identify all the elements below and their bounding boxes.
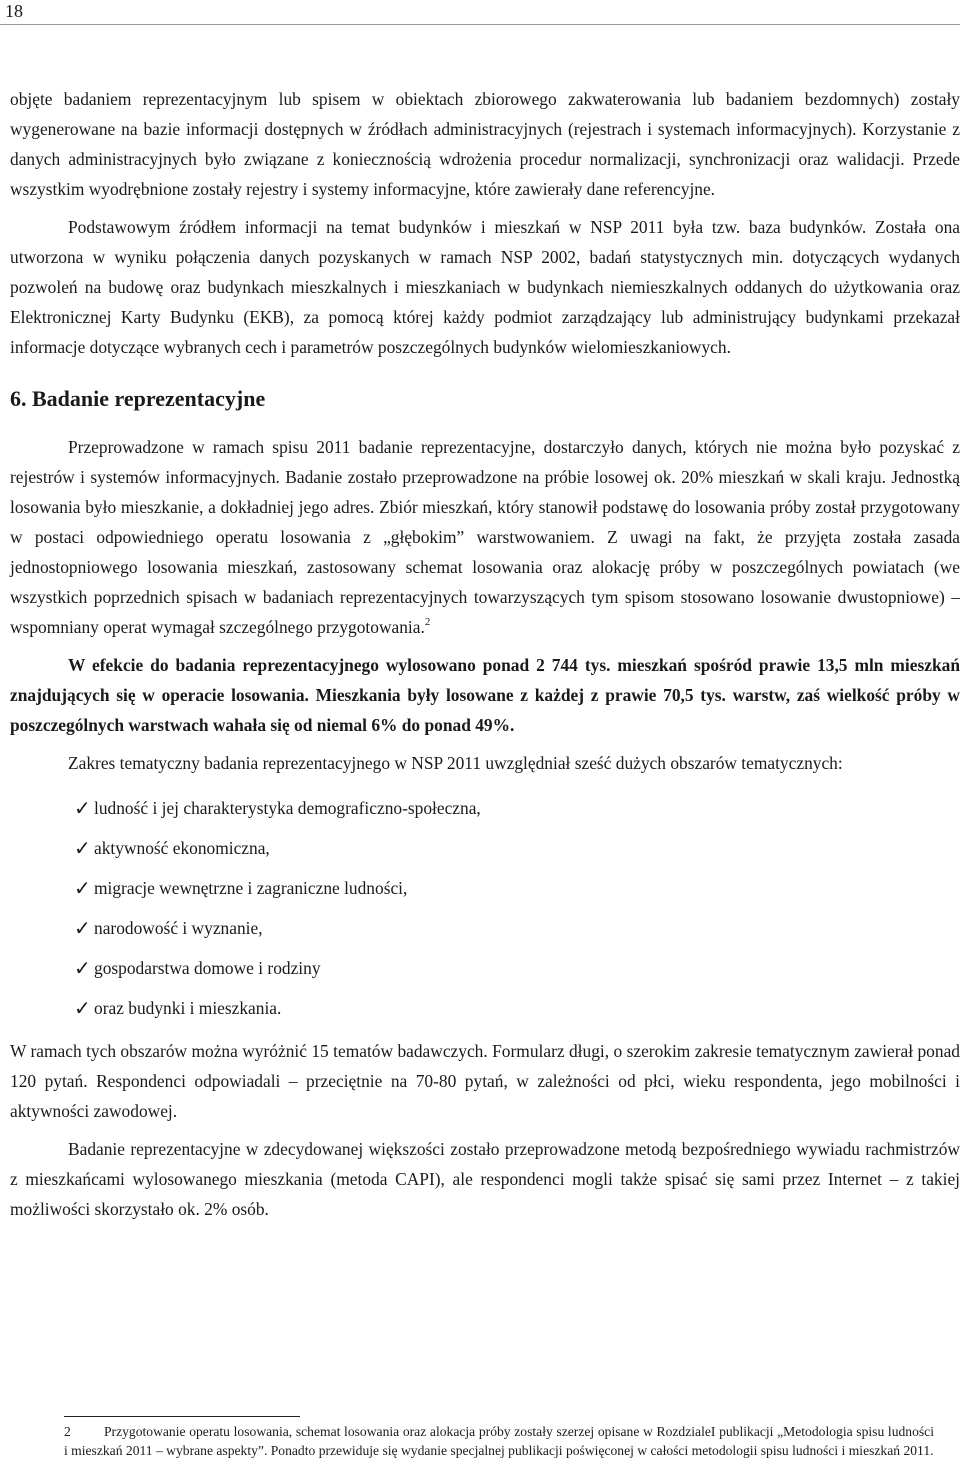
paragraph-sampling: [10, 432, 960, 642]
paragraph-building-base: Podstawowym źródłem informacji na temat budynków i mieszkań w NSP 2011 była tzw. baza budynków. Została ona utworzona w wyniku połączenia danych pozyskanych w ramach NSP 2002, badań statystycznych min. dotyczących wydanych pozwoleń na budowę oraz budynkach mieszkalnych i mieszkaniach w budynkach niemieszkalnych oddanych do użytkowania oraz Elektronicznej Karty Budynku (EKB), za pomocą której każdy podmiot zarządzający lub administrujący budynkami przekazał informacje dotyczące wybranych cech i parametrów poszczególnych budynków wielomieszkaniowych.: [10, 217, 960, 357]
footnote-reference: 2: [424, 616, 431, 628]
list-item: [10, 828, 960, 868]
check-icon: ✓: [74, 796, 91, 820]
list-item-label: oraz budynki i mieszkania.: [94, 998, 282, 1018]
paragraph-admin-sources: objęte badaniem reprezentacyjnym lub spisem w obiektach zbiorowego zakwaterowania lub badaniem bezdomnych) zostały wygenerowane na bazie informacji dostępnych w źródłach administracyjnych (rejestrach i systemach informacyjnych). Korzystanie z danych administracyjnych było związane z koniecznością wdrożenia procedur normalizacji, synchronizacji oraz walidacji. Przede wszystkim wyodrębnione zostały rejestry i systemy informacyjne, które zawierały dane referencyjne.: [10, 89, 960, 199]
footnote-mark: 2: [64, 1424, 71, 1439]
page-body: [10, 84, 960, 1224]
list-item-label: narodowość i wyznanie,: [94, 918, 263, 938]
paragraph-questionnaire: W ramach tych obszarów można wyróżnić 15 tematów badawczych. Formularz długi, o szerokim zakresie tematycznym zawierał ponad 120 pytań. Respondenci odpowiadali – przeciętnie na 70-80 pytań, w zależności od płci, wieku respondenta, jego mobilności i aktywności zawodowej.: [10, 1041, 960, 1121]
footnote: [64, 1422, 934, 1460]
paragraph-thematic-scope: Zakres tematyczny badania reprezentacyjnego w NSP 2011 uwzględniał sześć dużych obszarów tematycznych:: [68, 753, 843, 773]
paragraph-sample-results: W efekcie do badania reprezentacyjnego wylosowano ponad 2 744 tys. mieszkań spośród prawie 13,5 mln mieszkań znajdujących się w operacie losowania. Mieszkania były losowane z każdej z prawie 70,5 tys. warstw, zaś wielkość próby w poszczególnych warstwach wahała się od niemal 6% do ponad 49%.: [10, 655, 960, 735]
page-number: 18: [5, 1, 23, 21]
check-icon: ✓: [74, 956, 91, 980]
list-item: [10, 908, 960, 948]
paragraph-sampling-text: Przeprowadzone w ramach spisu 2011 badanie reprezentacyjne, dostarczyło danych, których nie można było pozyskać z rejestrów i systemów informacyjnych. Badanie zostało przeprowadzone na próbie losowej ok. 20% mieszkań w skali kraju. Jednostką losowania było mieszkanie, a dokładniej jego adres. Zbiór mieszkań, który stanowił podstawę do losowania próby został przygotowany w postaci odpowiedniego operatu losowania z „głębokim” warstwowaniem. Z uwagi na fakt, że przyjęta została zasada jednostopniowego losowania mieszkań, zastosowany schemat losowania oraz alokację próby w poszczególnych powiatach (we wszystkich poprzednich spisach w badaniach reprezentacyjnych towarzyszących tym spisom stosowano losowanie dwustopniowe) – wspomniany operat wymagał szczególnego przygotowania.: [10, 437, 960, 637]
section-heading: 6. Badanie reprezentacyjne: [10, 386, 266, 411]
footnote-text: Przygotowanie operatu losowania, schemat losowania oraz alokacja próby zostały szerzej opisane w RozdzialeI publikacji „Metodologia spisu ludności i mieszkań 2011 – wybrane aspekty”. Ponadto przewiduje się wydanie specjalnej publikacji poświęconej w całości metodologii spisu ludności i mieszkań 2011.: [64, 1424, 934, 1458]
list-item-label: gospodarstwa domowe i rodziny: [94, 958, 321, 978]
list-item: [10, 948, 960, 988]
list-item-label: aktywność ekonomiczna,: [94, 838, 270, 858]
check-icon: ✓: [74, 996, 91, 1020]
check-icon: ✓: [74, 836, 91, 860]
thematic-areas-list: [10, 788, 960, 1028]
list-item-label: ludność i jej charakterystyka demograficzno-społeczna,: [94, 798, 481, 818]
list-item: [10, 988, 960, 1028]
list-item: [10, 788, 960, 828]
paragraph-capi-method: Badanie reprezentacyjne w zdecydowanej większości zostało przeprowadzone metodą bezpośredniego wywiadu rachmistrzów z mieszkańcami wylosowanego mieszkania (metoda CAPI), ale respondenci mogli także spisać się sami przez Internet – z takiej możliwości skorzystało ok. 2% osób.: [10, 1139, 960, 1219]
check-icon: ✓: [74, 876, 91, 900]
footnote-rule: [64, 1416, 300, 1417]
list-item-label: migracje wewnętrzne i zagraniczne ludności,: [94, 878, 408, 898]
header-rule: [0, 24, 960, 25]
list-item: [10, 868, 960, 908]
check-icon: ✓: [74, 916, 91, 940]
